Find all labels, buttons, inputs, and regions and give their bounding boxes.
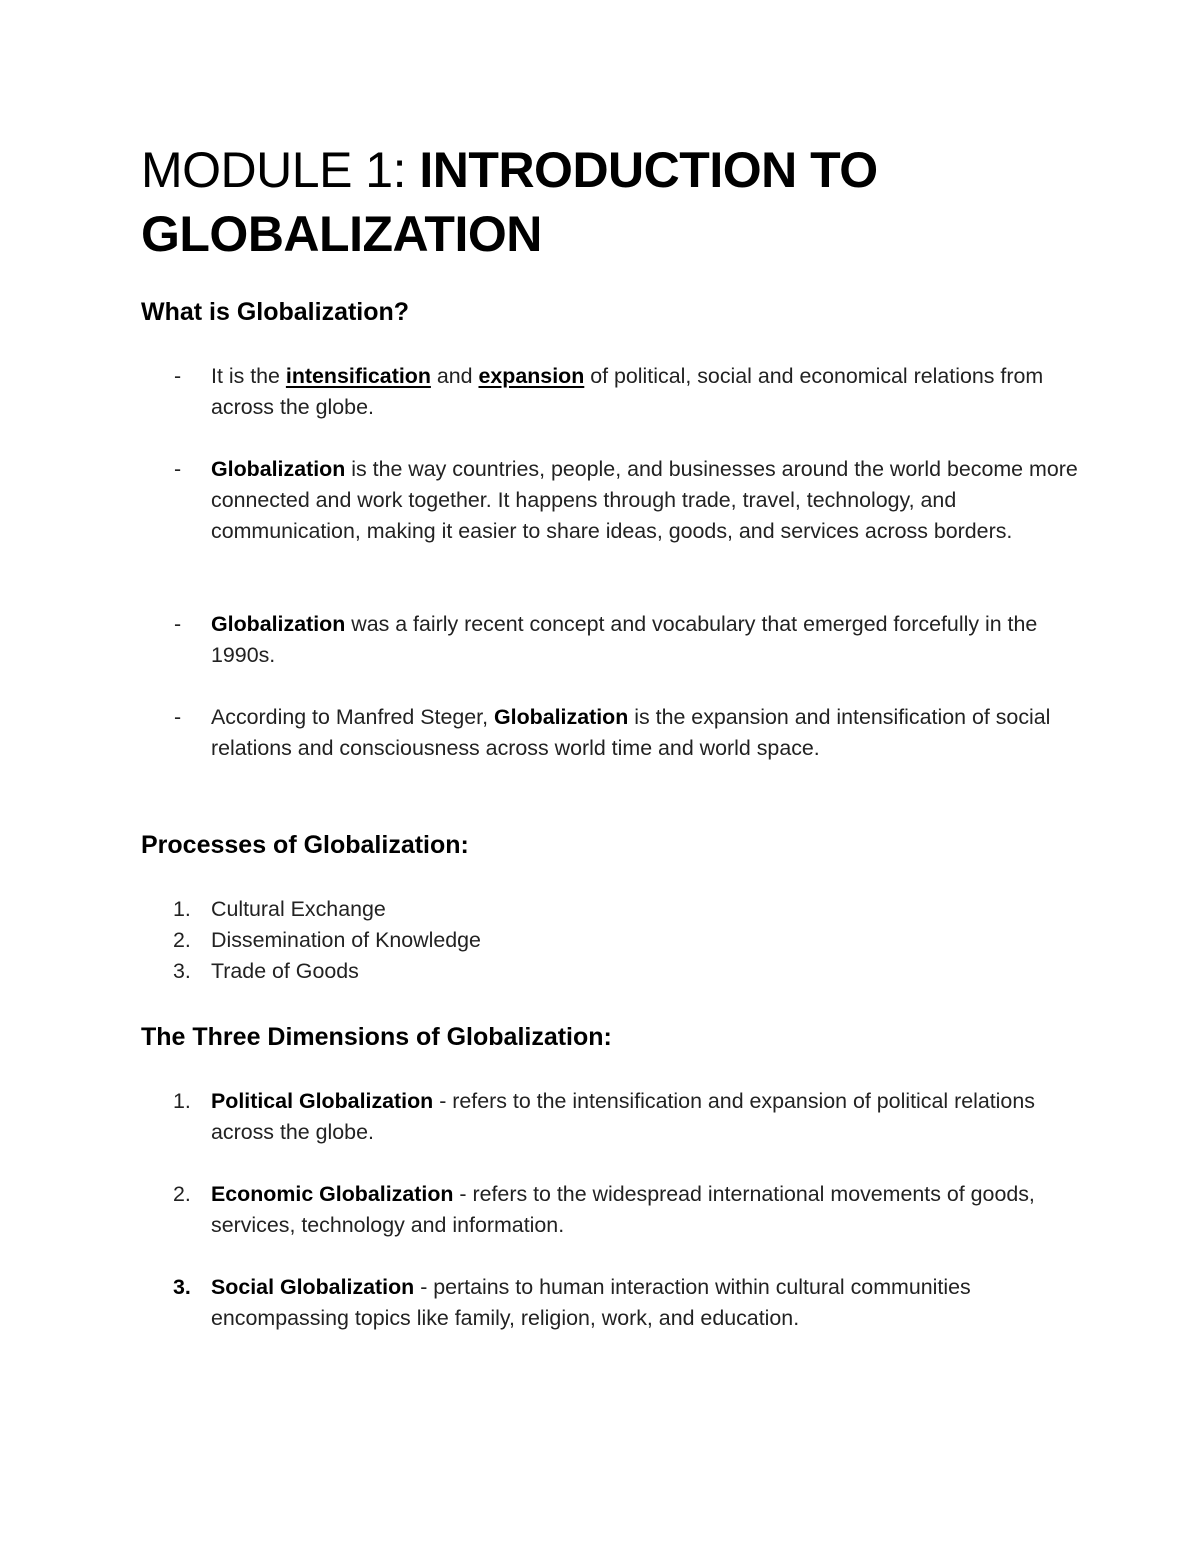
numbered-item-text: Dissemination of Knowledge <box>211 928 481 952</box>
term-social-globalization: Social Globalization <box>211 1275 415 1299</box>
list-item <box>141 609 1081 671</box>
number-marker: 1. <box>173 1089 191 1113</box>
dash-marker: - <box>174 612 182 636</box>
dash-marker: - <box>174 457 182 481</box>
list-item-text <box>211 454 1081 547</box>
keyword-globalization: Globalization <box>494 705 629 729</box>
list-item-text <box>211 609 1081 671</box>
text-run: It is the <box>211 364 286 388</box>
numbered-item-text: Cultural Exchange <box>211 897 386 921</box>
title-bold: INTRODUCTION TO GLOBALIZATION <box>141 142 878 262</box>
numbered-item <box>141 1086 1081 1148</box>
numbered-item <box>141 1272 1081 1334</box>
numbered-item <box>141 1179 1081 1241</box>
section-heading-dimensions: The Three Dimensions of Globalization: <box>141 1023 612 1051</box>
dash-marker: - <box>174 705 182 729</box>
numbered-item-text <box>211 1179 1081 1241</box>
numbered-item <box>141 925 1081 956</box>
dash-marker: - <box>174 364 182 388</box>
term-political-globalization: Political Globalization <box>211 1089 434 1113</box>
number-marker: 3. <box>173 959 191 983</box>
number-marker: 2. <box>173 928 191 952</box>
text-run: is the way countries, people, and businesses around the world become more connected and work together. It happens through trade, travel, technology, and communication, making it easier to share ideas, goods, and services across borders. <box>211 457 1078 543</box>
text-run: was a fairly recent concept and vocabulary that emerged forcefully in the 1990s. <box>211 612 1038 667</box>
text-run: of political, social and economical relations from across the globe. <box>211 364 1044 419</box>
keyword-expansion: expansion <box>478 364 585 388</box>
term-economic-globalization: Economic Globalization <box>211 1182 454 1206</box>
text-run: and <box>430 364 479 388</box>
numbered-item <box>141 956 1081 987</box>
text-run: is the expansion and intensification of social relations and consciousness across world time and world space. <box>211 705 1051 760</box>
list-item <box>141 702 1081 764</box>
keyword-globalization: Globalization <box>211 612 346 636</box>
text-run: According to Manfred Steger, <box>211 705 494 729</box>
text-run: - pertains to human interaction within cultural communities encompassing topics like family, religion, work, and education. <box>211 1275 971 1330</box>
number-marker: 1. <box>173 897 191 921</box>
section-heading-what-is: What is Globalization? <box>141 298 410 326</box>
numbered-item-text <box>211 1086 1081 1148</box>
page-title <box>141 138 1101 266</box>
keyword-globalization: Globalization <box>211 457 346 481</box>
text-run: - refers to the widespread international movements of goods, services, technology and information. <box>211 1182 1035 1237</box>
title-prefix: MODULE 1: <box>141 142 420 198</box>
numbered-item-text <box>211 1272 1081 1334</box>
numbered-item <box>141 894 1081 925</box>
number-marker: 3. <box>173 1275 191 1299</box>
list-item <box>141 361 1081 423</box>
list-item <box>141 454 1081 547</box>
keyword-intensification: intensification <box>285 364 431 388</box>
text-run: - refers to the intensification and expansion of political relations across the globe. <box>211 1089 1035 1144</box>
list-item-text <box>211 702 1081 764</box>
list-item-text <box>211 361 1081 423</box>
numbered-item-text: Trade of Goods <box>211 959 359 983</box>
number-marker: 2. <box>173 1182 191 1206</box>
section-heading-processes: Processes of Globalization: <box>141 831 469 859</box>
